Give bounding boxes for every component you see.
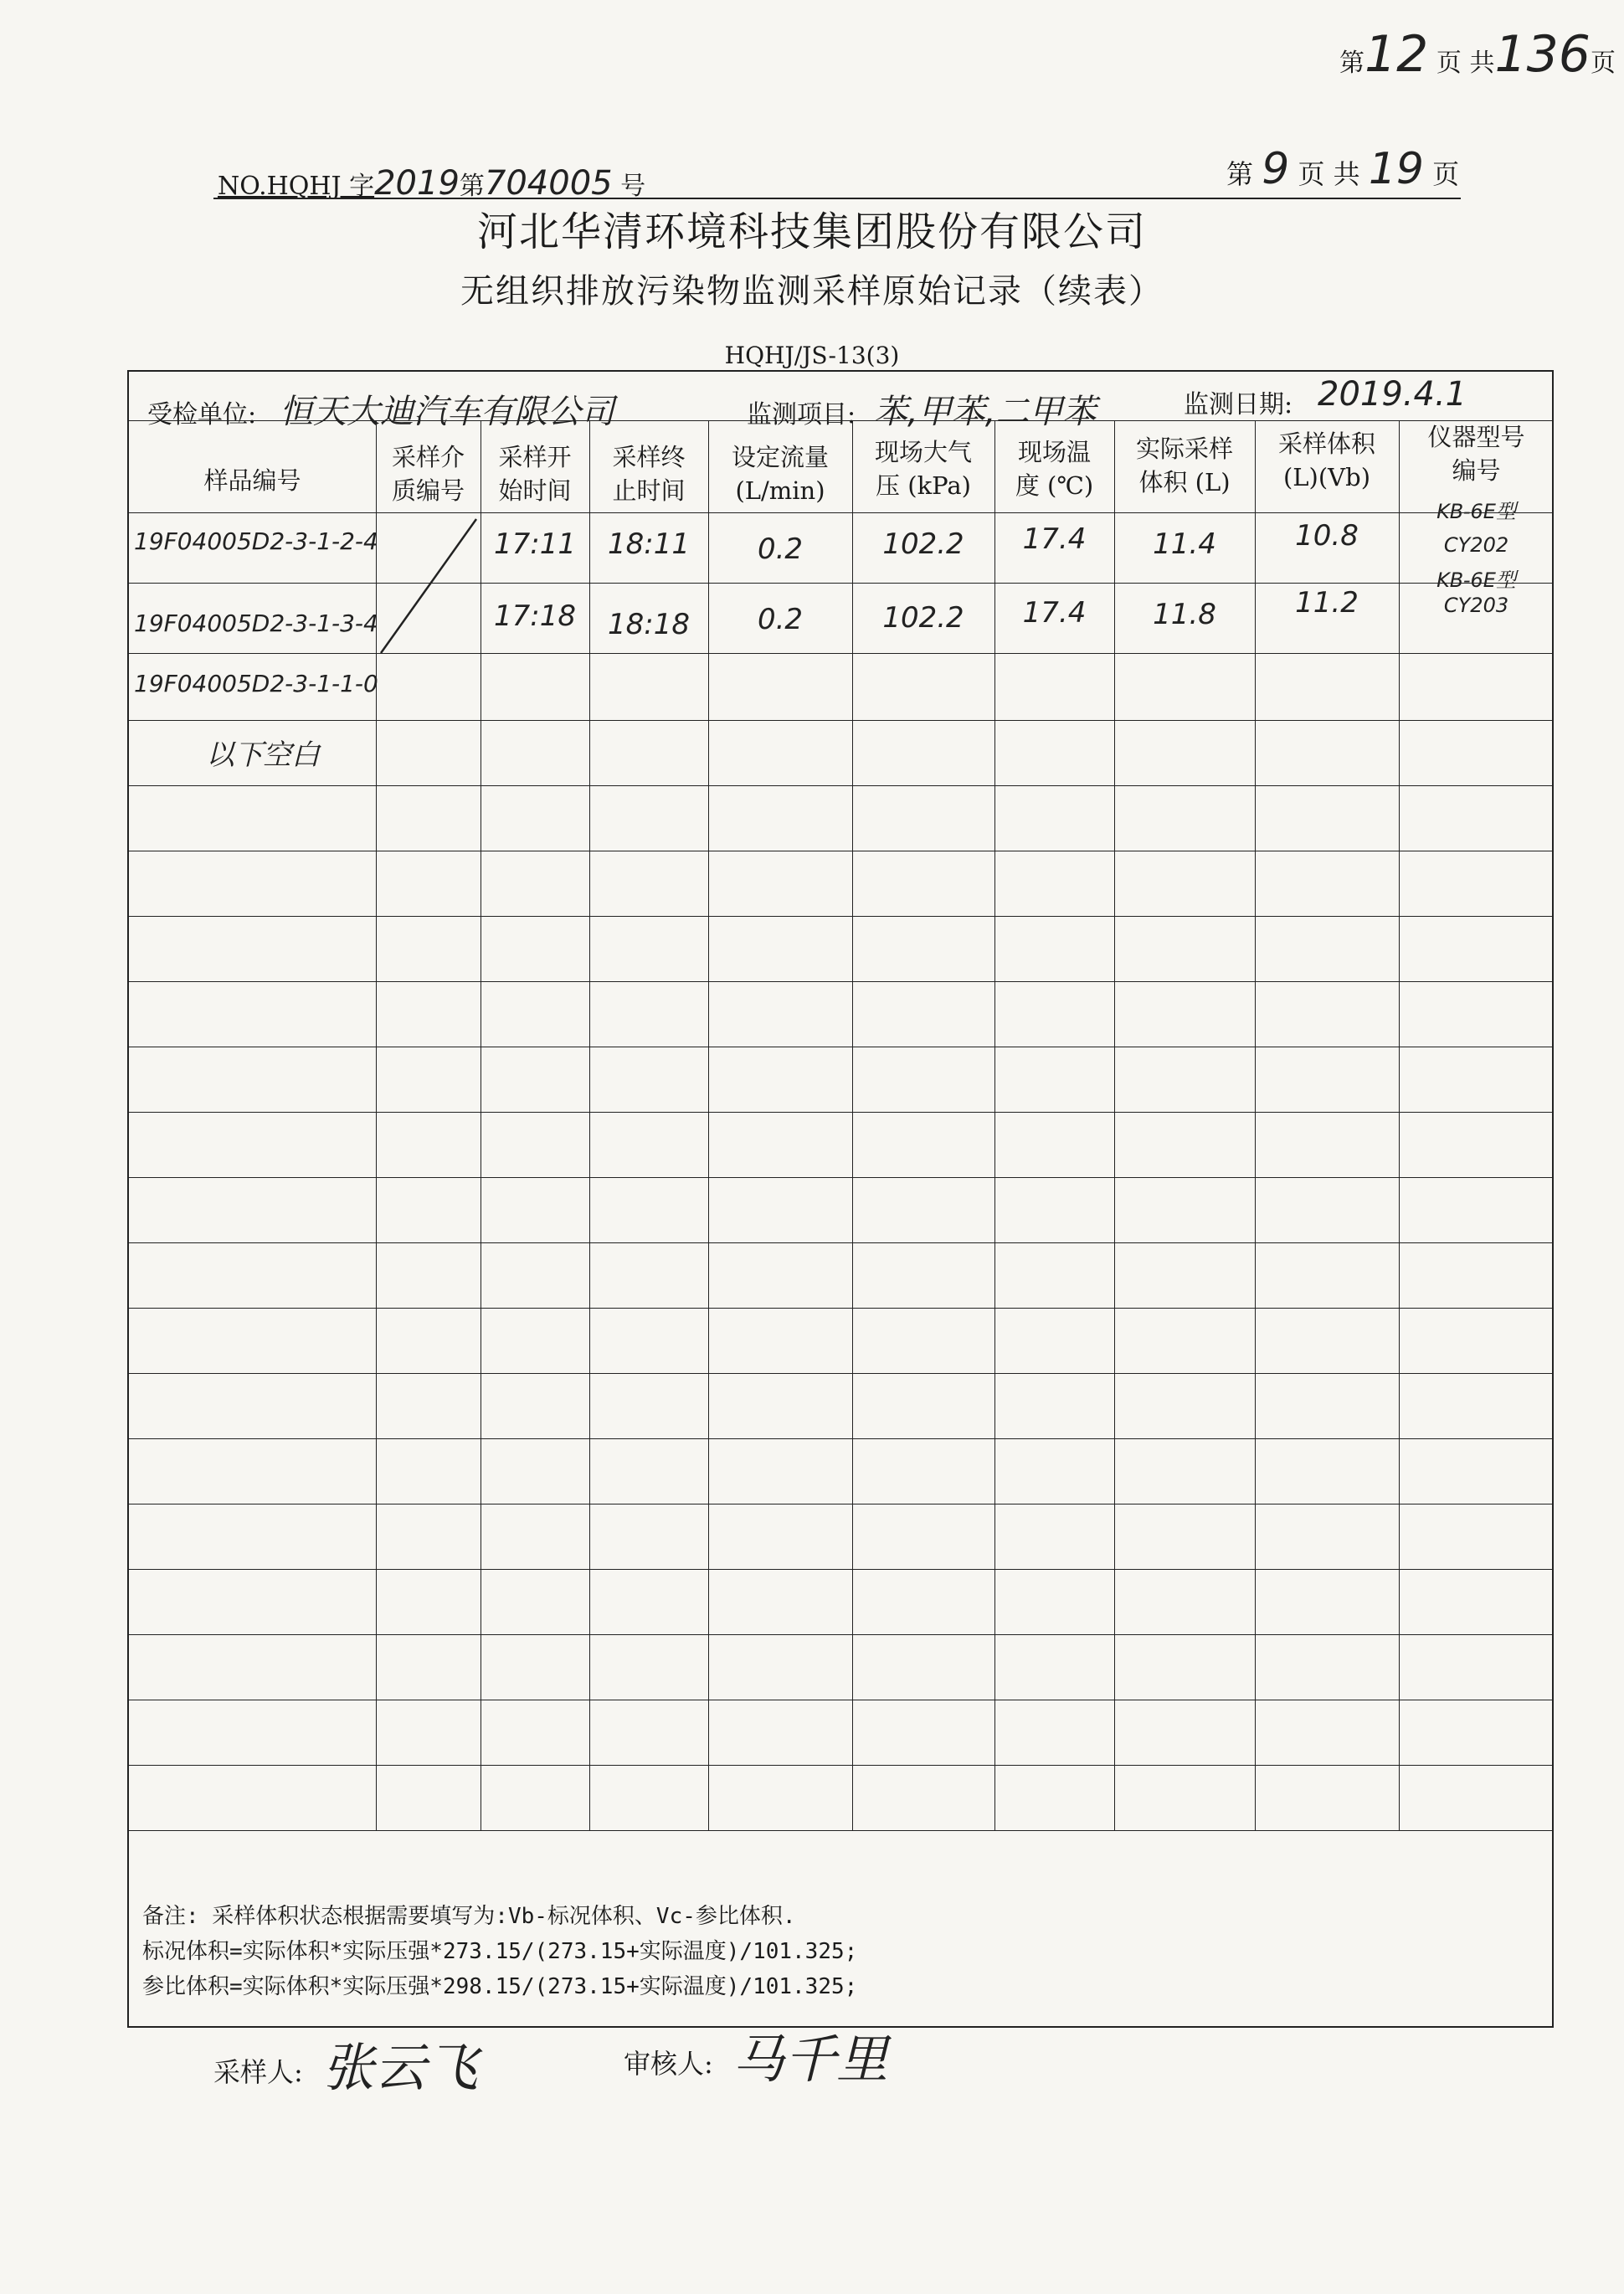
record-mid: 第 (459, 172, 485, 201)
grid-row-line (129, 583, 1552, 584)
page-suffix: 页 (1432, 158, 1460, 190)
grid-row-line (129, 1830, 1552, 1831)
note-line-1: 备注: 采样体积状态根据需要填写为:Vb-标况体积、Vc-参比体积. (142, 1904, 796, 1929)
global-page-prefix: 第 (1339, 49, 1364, 78)
note-line-2: 标况体积=实际体积*实际压强*273.15/(273.15+实际温度)/101.325; (142, 1939, 858, 1964)
row2-instrument: KB-6E型 CY203 (1436, 568, 1516, 617)
row1-pressure: 102.2 (882, 527, 964, 561)
grid-col-line (708, 420, 709, 1830)
col-header-instrument: 仪器型号 编号 (1427, 423, 1525, 485)
date-label: 监测日期: (1184, 390, 1293, 419)
row1-end: 18:11 (608, 527, 690, 561)
record-year: 2019 (374, 164, 460, 203)
record-table-frame (127, 370, 1554, 2028)
grid-col-line (1114, 420, 1115, 1830)
row1-std-vol: 10.8 (1295, 519, 1359, 553)
grid-col-line (376, 420, 377, 1830)
col-header-sample-id: 样品编号 (203, 466, 301, 495)
sampler-label: 采样人: (213, 2056, 303, 2088)
grid-col-line (1399, 420, 1400, 1830)
grid-col-line (994, 420, 995, 1830)
row2-flow: 0.2 (757, 603, 804, 636)
record-no-prefix: NO.HQHJ 字 (218, 172, 375, 201)
row2-sample-id: 19F04005D2-3-1-3-4 (134, 610, 378, 637)
reviewer-signature: 马千里 (732, 2029, 889, 2090)
col-header-actual-volume: 实际采样 体积 (L) (1135, 435, 1233, 496)
unit-label: 受检单位: (147, 400, 257, 429)
row2-temp: 17.4 (1022, 596, 1087, 630)
grid-row-line (129, 512, 1552, 513)
row2-end: 18:18 (608, 608, 690, 641)
col-header-medium: 采样介 质编号 (391, 443, 465, 505)
global-page-counter (1339, 25, 1616, 84)
grid-row-line (129, 1177, 1552, 1178)
grid-col-line (852, 420, 853, 1830)
global-page-total: 136 (1494, 25, 1591, 84)
grid-row-line (129, 1308, 1552, 1309)
grid-row-line (129, 720, 1552, 721)
grid-row-line (129, 1765, 1552, 1766)
col-header-start-time: 采样开 始时间 (498, 443, 572, 505)
signature-row (213, 2029, 1385, 2135)
row2-pressure: 102.2 (882, 601, 964, 635)
row1-start: 17:11 (494, 527, 576, 561)
grid-row-line (129, 653, 1552, 654)
item-value: 苯,甲苯,二甲苯 (874, 393, 1097, 431)
grid-col-line (589, 420, 590, 1830)
page-current: 9 (1262, 144, 1290, 194)
note-line-3: 参比体积=实际体积*实际压强*298.15/(273.15+实际温度)/101.325; (142, 1974, 858, 1999)
grid-row-line (129, 1373, 1552, 1374)
sampler-signature: 张云飞 (322, 2037, 479, 2098)
company-name: 河北华清环境科技集团股份有限公司 (476, 208, 1147, 255)
global-page-current: 12 (1364, 25, 1429, 84)
notes (142, 1899, 857, 2004)
grid-row-line (129, 1242, 1552, 1243)
row2-std-vol: 11.2 (1295, 586, 1359, 620)
page-of-counter (1226, 144, 1459, 194)
row1-actual-vol: 11.4 (1153, 527, 1216, 561)
medium-slash-mark (376, 516, 481, 658)
global-page-mid: 页 共 (1436, 49, 1495, 78)
grid-row-line (129, 785, 1552, 786)
row2-actual-vol: 11.8 (1153, 598, 1216, 631)
row1-flow: 0.2 (757, 532, 804, 566)
grid-row-line (129, 1569, 1552, 1570)
row1-instrument: KB-6E型 CY202 (1436, 500, 1516, 557)
col-header-pressure: 现场大气 压 (kPa) (874, 438, 972, 500)
row2-start: 17:18 (494, 599, 576, 633)
col-header-temp: 现场温 度 (℃) (1015, 438, 1094, 500)
grid-col-line (1255, 420, 1256, 1830)
unit-value: 恒天大迪汽车有限公司 (280, 393, 614, 431)
record-num: 704005 (484, 164, 613, 203)
grid-row-line (129, 420, 1552, 421)
grid-row-line (129, 1634, 1552, 1635)
page-total: 19 (1368, 144, 1424, 194)
page-prefix: 第 (1226, 158, 1254, 190)
reviewer-label: 审核人: (624, 2048, 713, 2080)
grid-row-line (129, 981, 1552, 982)
record-suffix: 号 (620, 172, 646, 201)
page-mid: 页 共 (1298, 158, 1360, 190)
item-label: 监测项目: (747, 400, 856, 429)
grid-row-line (129, 1438, 1552, 1439)
form-title: 无组织排放污染物监测采样原始记录（续表） (460, 272, 1164, 311)
col-header-flow: 设定流量 (L/min) (731, 443, 829, 505)
grid-row-line (129, 916, 1552, 917)
row1-temp: 17.4 (1022, 522, 1087, 556)
blank-below-marker: 以下空白 (206, 738, 320, 772)
global-page-suffix: 页 (1590, 49, 1616, 78)
row1-sample-id: 19F04005D2-3-1-2-4 (134, 527, 378, 555)
col-header-std-volume: 采样体积 (L)(Vb) (1277, 429, 1375, 491)
col-header-end-time: 采样终 止时间 (612, 443, 686, 505)
date-value: 2019.4.1 (1318, 375, 1467, 414)
grid-row-line (129, 1112, 1552, 1113)
row3-sample-id: 19F04005D2-3-1-1-0 (134, 670, 378, 697)
form-code: HQHJ/JS-13(3) (724, 342, 900, 369)
